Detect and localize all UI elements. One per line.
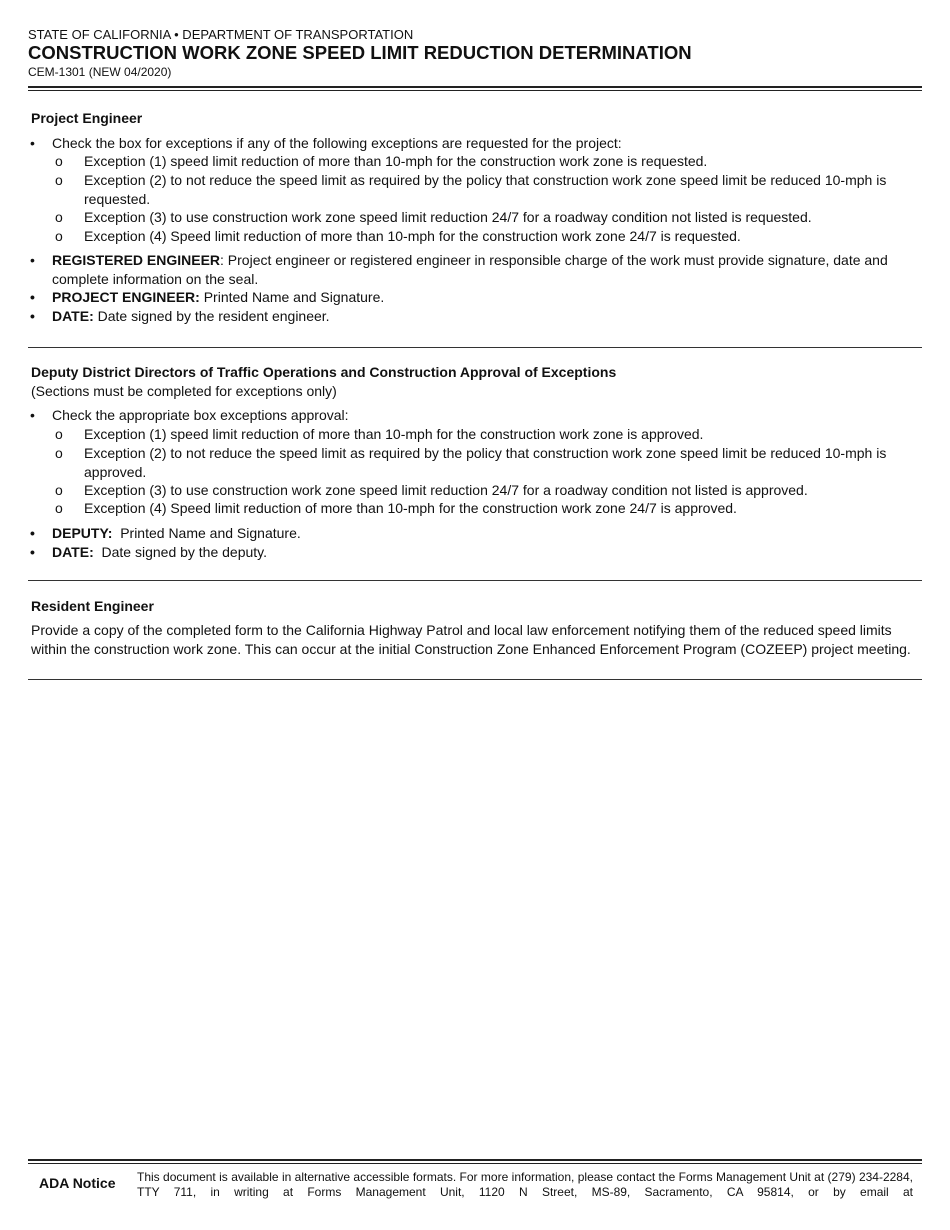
sub-bullet-marker: o [55,153,63,169]
pe-exception-4: Exception (4) Speed limit reduction of more than 10-mph for the construction work zone 24/7 is requested. [84,228,741,244]
form-title: CONSTRUCTION WORK ZONE SPEED LIMIT REDUCTION DETERMINATION [28,42,692,63]
resident-engineer-text: Provide a copy of the completed form to the California Highway Patrol and local law enforcement notifying them of the reduced speed limits within the construction work zone. This can occur at the initial Construction Zone Enhanced Enforcement Program (COZEEP) project meeting. [31,622,911,657]
pe-date-line [52,307,918,326]
sub-bullet-marker: o [55,209,63,225]
deputy-exception-3: Exception (3) to use construction work zone speed limit reduction 24/7 for a roadway condition not listed is approved. [84,482,808,498]
bullet-marker: • [30,289,35,305]
ada-notice-label: ADA Notice [39,1175,116,1191]
deputy-desc: Printed Name and Signature. [112,525,301,541]
deputy-exception-2: Exception (2) to not reduce the speed limit as required by the policy that construction work zone speed limit be reduced 10-mph is approved. [84,445,887,480]
sub-bullet-marker: o [55,445,63,461]
resident-engineer-heading: Resident Engineer [31,598,154,614]
sub-bullet-marker: o [55,500,63,516]
deputy-subtitle: (Sections must be completed for exceptions only) [31,383,337,399]
project-engineer-line [52,288,918,307]
pe-exception-3: Exception (3) to use construction work zone speed limit reduction 24/7 for a roadway condition not listed is requested. [84,209,812,225]
registered-engineer-label: REGISTERED ENGINEER [52,252,221,268]
agency-line: STATE OF CALIFORNIA • DEPARTMENT OF TRANSPORTATION [28,27,414,42]
bullet-marker: • [30,407,35,423]
footer-divider [28,1159,922,1164]
project-engineer-desc: Printed Name and Signature. [199,289,385,305]
pe-exception-2: Exception (2) to not reduce the speed limit as required by the policy that construction work zone speed limit be reduced 10-mph is requested. [84,172,887,207]
form-number: CEM-1301 (NEW 04/2020) [28,65,172,79]
registered-engineer-text [52,251,918,288]
deputy-date-label: DATE: [52,544,94,560]
deputy-intro: Check the appropriate box exceptions approval: [52,407,349,423]
deputy-heading: Deputy District Directors of Traffic Operations and Construction Approval of Exceptions [31,364,617,380]
deputy-date-desc: Date signed by the deputy. [93,544,268,560]
sub-bullet-marker: o [55,172,63,188]
bullet-marker: • [30,308,35,324]
project-engineer-label: PROJECT ENGINEER: [52,289,200,305]
pe-date-label: DATE: [52,308,94,324]
sub-bullet-marker: o [55,482,63,498]
pe-exception-1: Exception (1) speed limit reduction of more than 10-mph for the construction work zone is requested. [84,153,708,169]
sub-bullet-marker: o [55,228,63,244]
ada-notice-text: This document is available in alternative accessible formats. For more information, please contact the Forms Management Unit at (279) 234-2284, TTY 711, in writing at Forms Management Unit, 1120 N Street, MS-89, Sacramento, CA 95814, or by email at [137,1170,913,1199]
header-divider [28,86,922,91]
bullet-marker: • [30,544,35,560]
deputy-line [52,524,918,543]
deputy-exception-4: Exception (4) Speed limit reduction of more than 10-mph for the construction work zone 24/7 is approved. [84,500,737,516]
section-divider [28,580,922,581]
bullet-marker: • [30,525,35,541]
pe-date-desc: Date signed by the resident engineer. [93,308,330,324]
deputy-date-line [52,543,918,562]
section-divider [28,347,922,348]
section-divider [28,679,922,680]
deputy-exception-1: Exception (1) speed limit reduction of more than 10-mph for the construction work zone is approved. [84,426,704,442]
pe-intro: Check the box for exceptions if any of the following exceptions are requested for the project: [52,135,622,151]
registered-engineer-desc: : Project engineer or registered engineer in responsible charge of the work must provide signature, date and complete information on the seal. [52,252,888,287]
sub-bullet-marker: o [55,426,63,442]
bullet-marker: • [30,135,35,151]
project-engineer-heading: Project Engineer [31,110,143,126]
deputy-label: DEPUTY: [52,525,113,541]
bullet-marker: • [30,252,35,268]
